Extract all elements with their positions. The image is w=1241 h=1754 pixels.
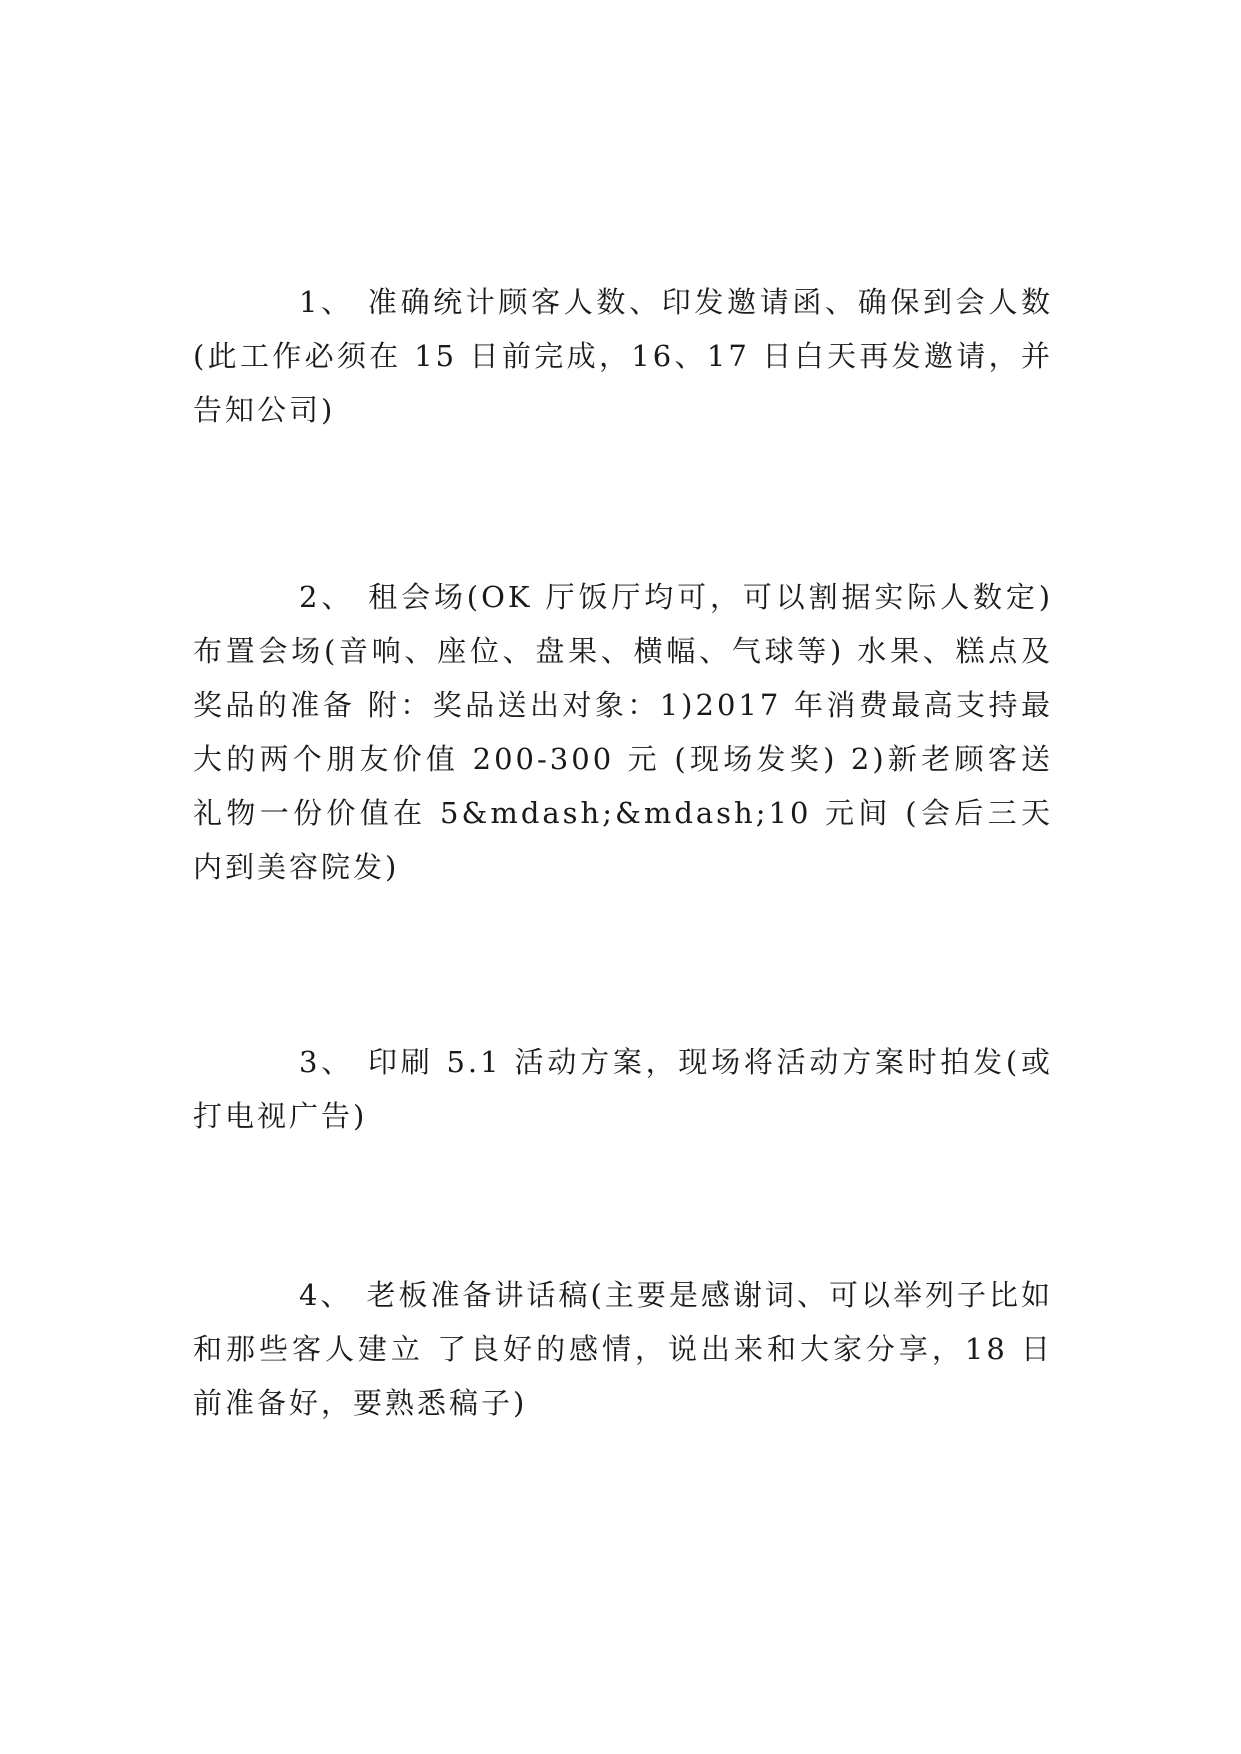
item-number: 4、 xyxy=(299,1278,353,1312)
item-number: 3、 xyxy=(299,1045,354,1079)
list-item xyxy=(193,570,1053,894)
list-item xyxy=(193,1268,1053,1430)
item-text: 印刷 5.1 活动方案，现场将活动方案时拍发(或打电视广告) xyxy=(193,1045,1053,1133)
list-item xyxy=(193,275,1053,437)
item-text: 准确统计顾客人数、印发邀请函、确保到会人数(此工作必须在 15 日前完成，16、17 日白天再发邀请，并告知公司) xyxy=(193,285,1053,427)
item-number: 1、 xyxy=(299,285,354,319)
item-text: 老板准备讲话稿(主要是感谢词、可以举列子比如和那些客人建立 了良好的感情，说出来和大家分享，18 日前准备好，要熟悉稿子) xyxy=(193,1278,1053,1420)
item-number: 2、 xyxy=(299,580,355,614)
item-text: 租会场(OK 厅饭厅均可，可以割据实际人数定)布置会场(音响、座位、盘果、横幅、气球等) 水果、糕点及奖品的准备 附：奖品送出对象：1)2017 年消费最高支持最大的两个朋友价值 200-300 元 (现场发奖) 2)新老顾客送礼物一份价值在 5&mdash;&mdash;10 元间 (会后三天内到美容院发) xyxy=(193,580,1054,884)
list-item xyxy=(193,1035,1053,1143)
